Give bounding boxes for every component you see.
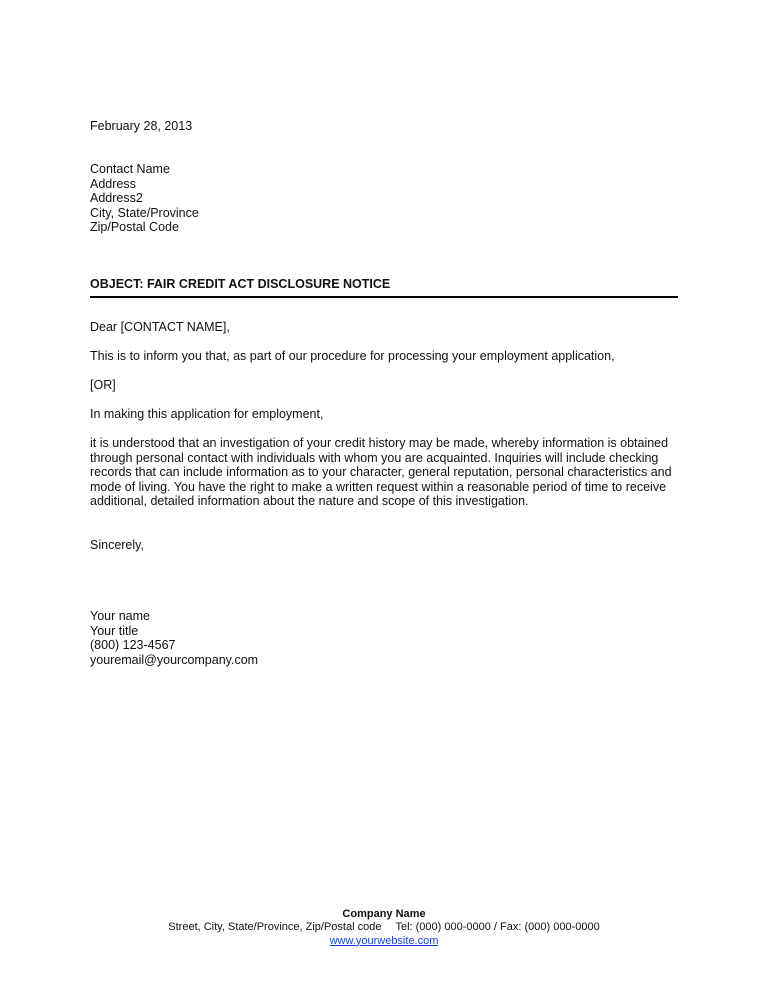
body-line: mode of living. You have the right to make a written request within a reasonable period of time to receive	[90, 479, 667, 494]
salutation: Dear [CONTACT NAME],	[90, 320, 230, 334]
body-paragraph	[90, 436, 680, 509]
intro-option-1: This is to inform you that, as part of our procedure for processing your employment application,	[90, 349, 615, 363]
body-line: records that can include information as to your character, general reputation, personal characteristics and	[90, 465, 672, 480]
signer-phone: (800) 123-4567	[90, 638, 176, 653]
body-line: through personal contact with individuals with whom you are acquainted. Inquiries will include checking	[90, 450, 659, 465]
subject-divider	[90, 296, 678, 298]
signer-title: Your title	[90, 623, 139, 638]
or-marker: [OR]	[90, 378, 116, 392]
signer-name: Your name	[90, 609, 150, 623]
signer-email: youremail@yourcompany.com	[90, 652, 259, 667]
recipient-address-block	[90, 162, 199, 235]
footer-address: Street, City, State/Province, Zip/Postal code	[168, 921, 382, 934]
intro-option-2: In making this application for employment,	[90, 407, 324, 421]
footer-website-link[interactable]: www.yourwebsite.com	[329, 934, 439, 947]
footer-contact: Tel: (000) 000-0000 / Fax: (000) 000-0000	[395, 921, 600, 934]
recipient-address-line-1: Address	[90, 176, 136, 191]
body-line: it is understood that an investigation of your credit history may be made, whereby information is obtained	[90, 436, 669, 450]
letter-date: February 28, 2013	[90, 119, 193, 133]
recipient-city-state: City, State/Province	[90, 205, 199, 220]
footer-address-line	[0, 921, 768, 934]
recipient-zip: Zip/Postal Code	[90, 220, 179, 235]
closing: Sincerely,	[90, 538, 144, 552]
recipient-contact-name: Contact Name	[90, 162, 170, 176]
footer-company-name: Company Name	[342, 908, 426, 920]
subject-line: OBJECT: FAIR CREDIT ACT DISCLOSURE NOTICE	[90, 277, 391, 291]
signature-block	[90, 609, 258, 667]
page-footer	[0, 908, 768, 948]
recipient-address-line-2: Address2	[90, 191, 143, 206]
body-line: additional, detailed information about the nature and scope of this investigation.	[90, 494, 529, 509]
